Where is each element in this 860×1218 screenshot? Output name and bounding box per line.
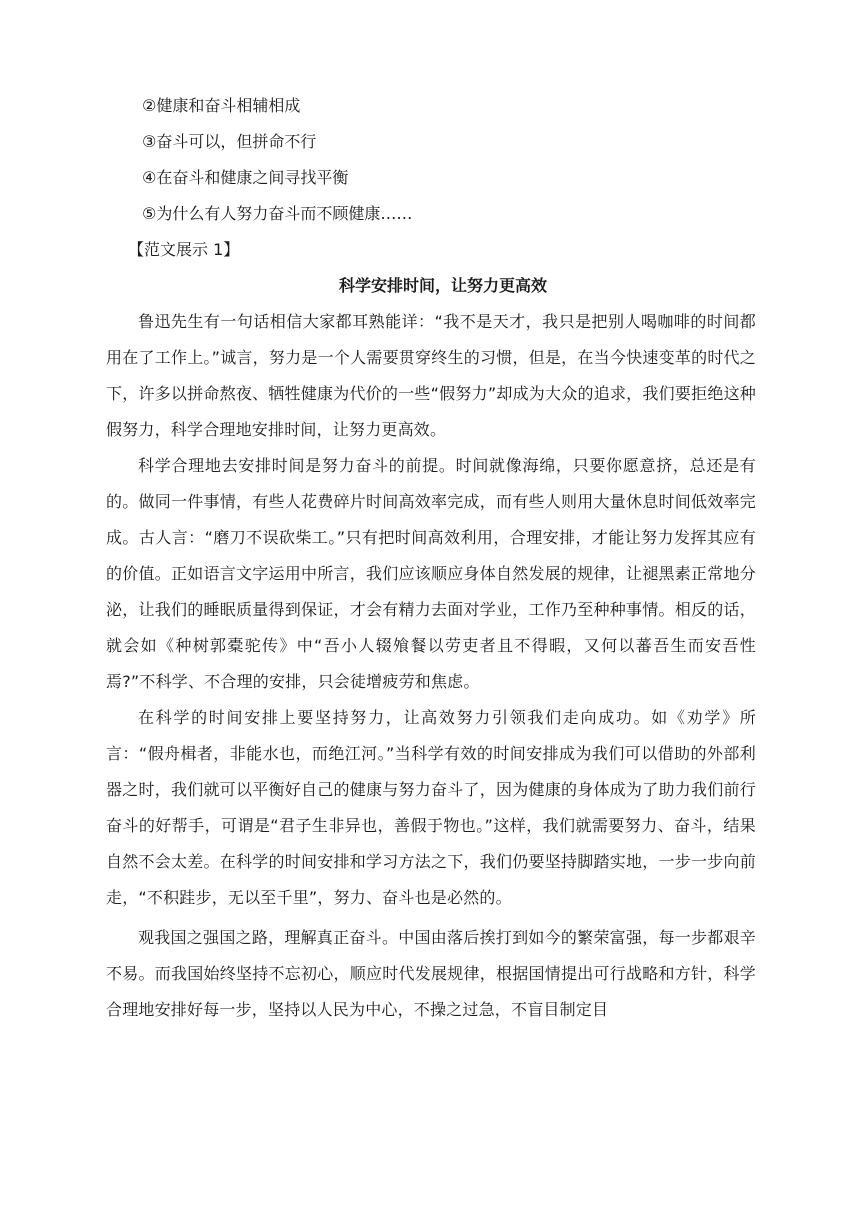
list-item-4: ④在奋斗和健康之间寻找平衡 <box>142 168 349 187</box>
essay-paragraph-3: 在科学的时间安排上要坚持努力，让高效努力引领我们走向成功。如《劝学》所言：“假舟楫者，非能水也，而绝江河。”当科学有效的时间安排成为我们可以借助的外部利器之时，我们就可以平衡好自己的健康与努力奋斗了，因为健康的身体成为了助力我们前行奋斗的好帮手，可谓是“君子生非异也，善假于物也。”这样，我们就需要努力、奋斗，结果自然不会太差。在科学的时间安排和学习方法之下，我们仍要坚持脚踏实地，一步一步向前走，“不积跬步，无以至千里”，努力、奋斗也是必然的。 <box>106 708 756 907</box>
list-item-5: ⑤为什么有人努力奋斗而不顾健康…… <box>142 204 413 223</box>
essay-title: 科学安排时间，让努力更高效 <box>338 276 547 295</box>
essay-paragraph-2: 科学合理地去安排时间是努力奋斗的前提。时间就像海绵，只要你愿意挤，总还是有的。做同一件事情，有些人花费碎片时间高效率完成，而有些人则用大量休息时间低效率完成。古人言：“磨刀不误砍柴工。”只有把时间高效利用，合理安排，才能让努力发挥其应有的价值。正如语言文字运用中所言，我们应该顺应身体自然发展的规律，让褪黑素正常地分泌，让我们的睡眠质量得到保证，才会有精力去面对学业，工作乃至种种事情。相反的话，就会如《种树郭橐驼传》中“吾小人辍飧餐以劳吏者且不得暇，又何以蕃吾生而安吾性焉?”不科学、不合理的安排，只会徒增疲劳和焦虑。 <box>106 456 756 691</box>
essay-paragraph-4: 观我国之强国之路，理解真正奋斗。中国由落后挨打到如今的繁荣富强，每一步都艰辛不易。而我国始终坚持不忘初心，顺应时代发展规律，根据国情提出可行战略和方针，科学合理地安排好每一步，坚持以人民为中心，不操之过急，不盲目制定目 <box>106 928 756 1019</box>
essay-paragraph-1: 鲁迅先生有一句话相信大家都耳熟能详：“我不是天才，我只是把别人喝咖啡的时间都用在了工作上。”诚言，努力是一个人需要贯穿终生的习惯，但是，在当今快速变革的时代之下，许多以拼命熬夜、牺牲健康为代价的一些“假努力”却成为大众的追求，我们要拒绝这种假努力，科学合理地安排时间，让努力更高效。 <box>106 312 756 439</box>
list-item-2: ②健康和奋斗相辅相成 <box>142 96 301 115</box>
list-item-3: ③奋斗可以，但拼命不行 <box>142 132 317 151</box>
section-label: 【范文展示 1】 <box>128 240 240 259</box>
document-body <box>106 88 756 1028</box>
